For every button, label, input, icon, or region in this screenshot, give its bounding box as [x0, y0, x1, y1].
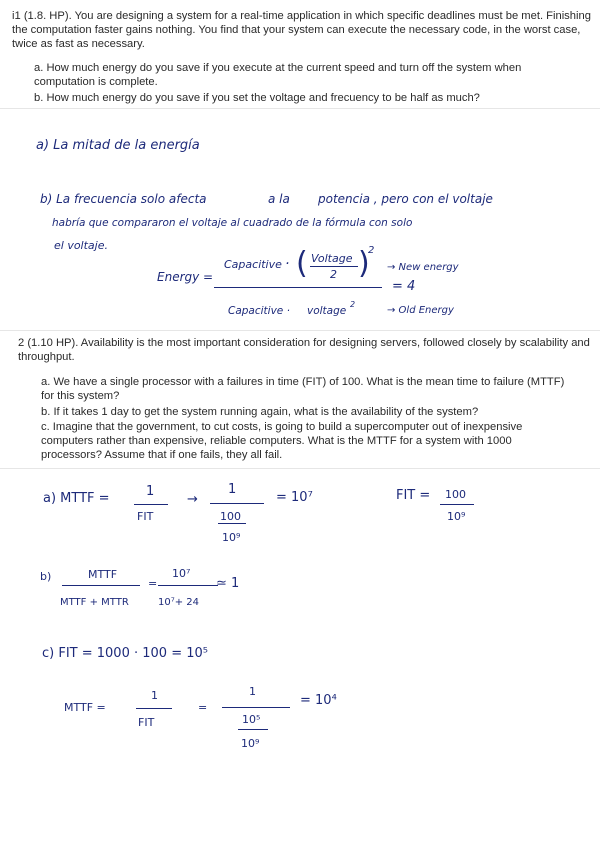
- availability-fraction-line: [62, 585, 140, 586]
- question-2-part-a: a. We have a single processor with a failures in time (FIT) of 100. What is the mean time to failure (MTTF) for this system?: [41, 376, 565, 402]
- mttf-c-equals: =: [198, 701, 208, 714]
- mttf-a-denominator: FIT: [137, 510, 154, 523]
- divider: [0, 108, 600, 109]
- answer-2c-fit: c) FIT = 1000 · 100 = 10⁵: [42, 646, 208, 661]
- mttf-a-ten9: 10⁹: [222, 531, 241, 544]
- mttf-a-numerator: 1: [146, 484, 155, 499]
- fit-definition-fraction-line: [440, 504, 474, 505]
- mttf-c-1e5: 10⁵: [242, 713, 261, 726]
- mttf-c-numerator: 1: [151, 689, 158, 702]
- handwritten-answer-1b-line3: el voltaje.: [54, 239, 108, 252]
- fit-definition-denominator: 10⁹: [447, 510, 466, 523]
- formula-square: 2: [368, 245, 375, 256]
- mttf-a-fraction-line-2: [210, 503, 264, 504]
- old-energy-label: → Old Energy: [387, 305, 454, 316]
- question-1-part-b: b. How much energy do you save if you set the voltage and frecuency to be half as much?: [34, 92, 480, 104]
- energy-fraction-line: [214, 287, 382, 288]
- mttf-a-numerator-2: 1: [228, 482, 237, 497]
- formula-den-capacitive: Capacitive ·: [228, 305, 290, 317]
- handwritten-answer-1a: a) La mitad de la energía: [36, 138, 200, 153]
- availability-fraction-line-2: [158, 585, 218, 586]
- arrow-icon: →: [187, 492, 198, 507]
- formula-capacitive: Capacitive: [224, 258, 282, 271]
- mttf-label-a: a) MTTF =: [43, 491, 110, 506]
- formula-paren-close: ): [358, 246, 370, 281]
- mttf-c-numerator-2: 1: [249, 685, 256, 698]
- question-2-part-b: b. If it takes 1 day to get the system running again, what is the availability of the system?: [41, 406, 479, 418]
- handwritten-answer-1b-line2: habría que compararon el voltaje al cuadrado de la fórmula con solo: [52, 217, 413, 229]
- handwritten-answer-1b-part2: a la: [268, 192, 290, 206]
- answer-2b-label: b): [40, 570, 52, 583]
- formula-dot: ·: [285, 256, 290, 272]
- formula-voltage: Voltage: [311, 252, 353, 265]
- availability-equals: =: [148, 577, 158, 590]
- new-energy-label: → New energy: [387, 262, 459, 273]
- fit-definition-label: FIT =: [396, 488, 431, 503]
- question-1-heading: i1 (1.8. HP). You are designing a system for a real-time application in which specific deadlines must be met. Finishing the computation faster gains nothing. You find that your system can execute the necessary code, in the worst case, twice as fast as necessary.: [12, 10, 591, 50]
- mttf-a-hundred: 100: [220, 510, 241, 523]
- energy-label: Energy =: [157, 270, 214, 284]
- divider: [0, 468, 600, 469]
- availability-result: ≃ 1: [216, 576, 240, 591]
- mttf-c-result: = 10⁴: [300, 693, 337, 708]
- formula-two: 2: [330, 268, 337, 281]
- mttf-a-result: = 10⁷: [276, 490, 313, 505]
- mttf-c-fraction-line: [136, 708, 172, 709]
- mttf-c-fraction-line-3: [238, 729, 268, 730]
- availability-denominator: MTTF + MTTR: [60, 597, 129, 608]
- mttf-a-fraction-line-3: [218, 523, 246, 524]
- availability-numerator-2: 10⁷: [172, 567, 191, 580]
- energy-ratio-result: = 4: [392, 279, 416, 294]
- handwritten-answer-1b-part3: potencia , pero con el voltaje: [318, 192, 493, 206]
- mttf-c-denominator: FIT: [138, 716, 155, 729]
- formula-fraction-line: [310, 266, 358, 267]
- mttf-c-fraction-line-2: [222, 707, 290, 708]
- fit-definition-numerator: 100: [445, 488, 466, 501]
- question-2-part-c: c. Imagine that the government, to cut costs, is going to build a supercomputer out of inexpensive computers rather than expensive, reliable computers. What is the MTTF for a system with 1000 processors? Assume that if one fails, they all fail.: [41, 421, 523, 461]
- question-2-heading: 2 (1.10 HP). Availability is the most important consideration for designing servers, followed closely by scalability and throughput.: [18, 337, 590, 363]
- mttf-c-1e9: 10⁹: [241, 737, 260, 750]
- handwritten-answer-1b-part1: b) La frecuencia solo afecta: [40, 192, 207, 206]
- availability-numerator: MTTF: [88, 568, 118, 581]
- availability-denominator-2: 10⁷+ 24: [158, 597, 200, 608]
- formula-den-voltage: voltage: [307, 305, 347, 317]
- question-1-part-a: a. How much energy do you save if you execute at the current speed and turn off the system when computation is complete.: [34, 62, 522, 88]
- divider: [0, 330, 600, 331]
- formula-paren-open: (: [296, 246, 308, 281]
- mttf-a-fraction-line: [134, 504, 168, 505]
- mttf-c-label: MTTF =: [64, 701, 106, 714]
- formula-den-square: 2: [350, 300, 356, 309]
